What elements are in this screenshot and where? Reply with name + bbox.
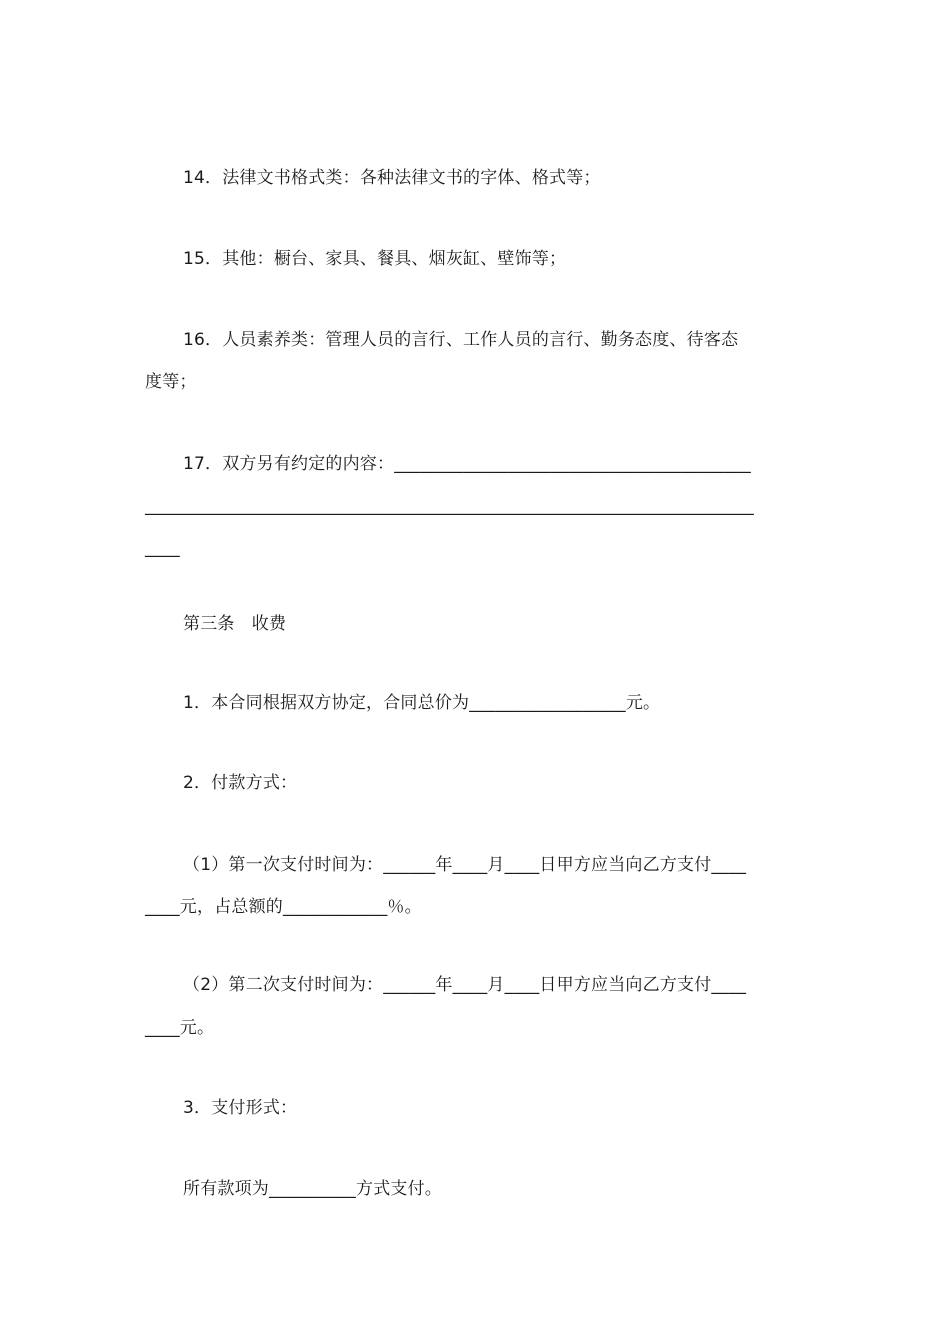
clause-item-16-line1: 16．人员素养类：管理人员的言行、工作人员的言行、勤务态度、待客态 [183, 330, 739, 350]
fee-clause-1: 1．本合同根据双方协定，合同总价为__________________元。 [183, 693, 661, 713]
payment-2-line2: ____元。 [145, 1018, 215, 1038]
clause-item-17-line1: 17．双方另有约定的内容：_________________________________________ [183, 454, 751, 474]
payment-1-line2: ____元，占总额的____________％。 [145, 897, 422, 917]
article-3-title: 第三条 收费 [183, 614, 287, 634]
fee-clause-3: 3．支付形式： [183, 1098, 298, 1118]
clause-item-17-line3: ____ [145, 538, 180, 558]
payment-2-line1: （2）第二次支付时间为：______年____月____日甲方应当向乙方支付____ [183, 975, 747, 995]
payment-method: 所有款项为__________方式支付。 [183, 1179, 442, 1199]
clause-item-15: 15．其他：橱台、家具、餐具、烟灰缸、壁饰等； [183, 249, 567, 269]
payment-1-line1: （1）第一次支付时间为：______年____月____日甲方应当向乙方支付____ [183, 855, 747, 875]
fee-clause-2: 2．付款方式： [183, 773, 298, 793]
clause-item-16-line2: 度等； [145, 372, 197, 392]
clause-item-17-line2: ______________________________________________________________________ [145, 496, 754, 516]
clause-item-14: 14．法律文书格式类：各种法律文书的字体、格式等； [183, 168, 601, 188]
